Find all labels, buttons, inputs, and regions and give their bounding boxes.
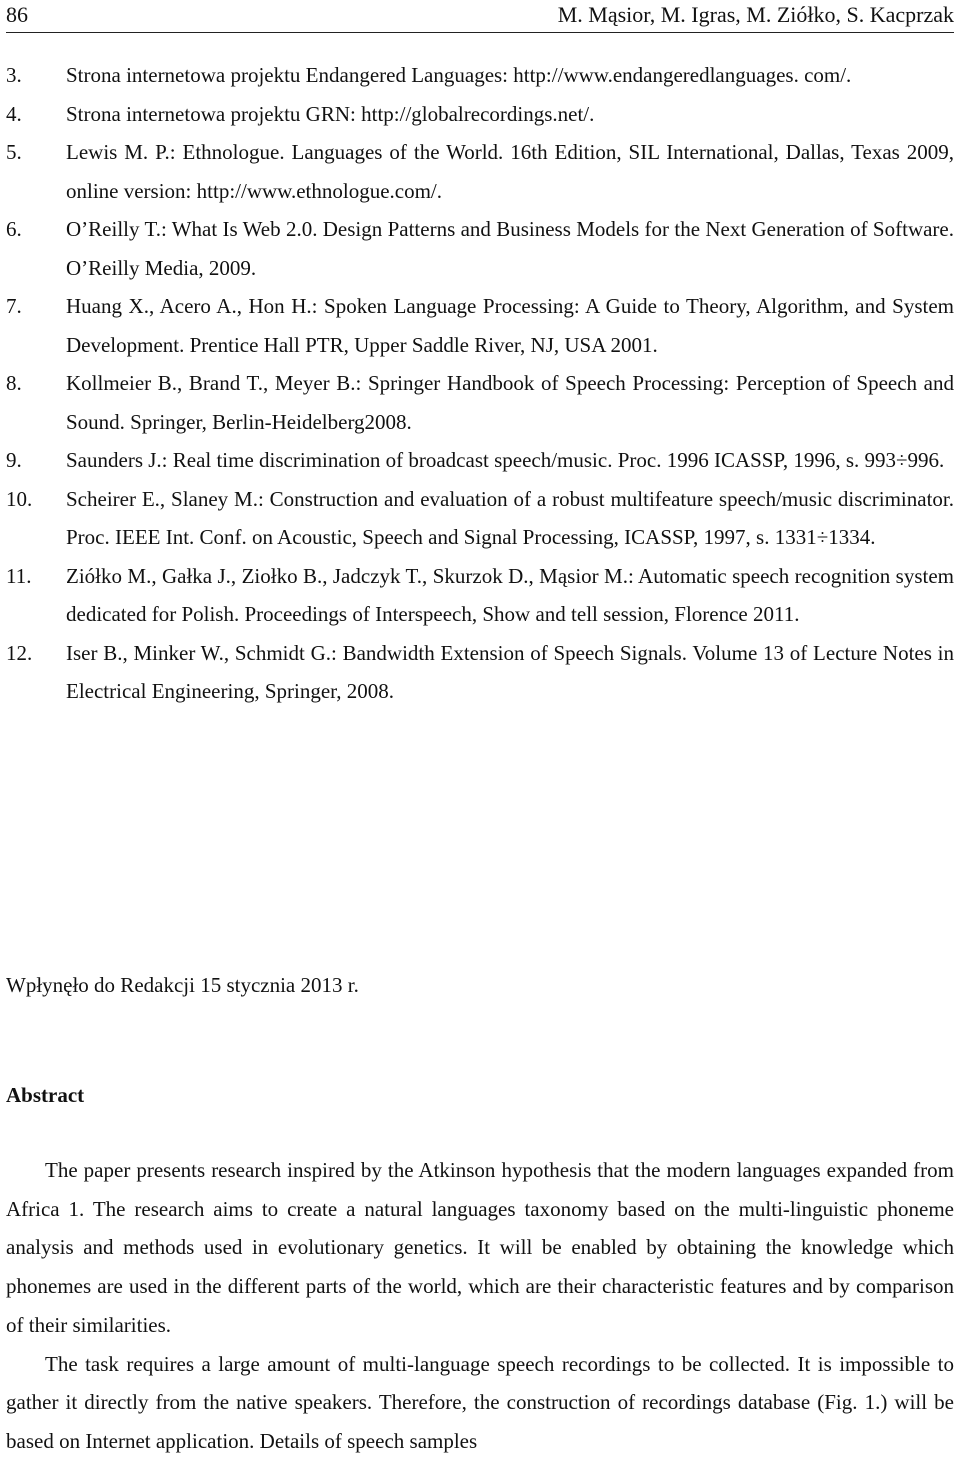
reference-item	[6, 364, 954, 441]
reference-item	[6, 210, 954, 287]
reference-number: 7.	[6, 294, 22, 318]
running-header-authors: M. Mąsior, M. Igras, M. Ziółko, S. Kacprzak	[557, 2, 954, 27]
reference-text: Huang X., Acero A., Hon H.: Spoken Language Processing: A Guide to Theory, Algorithm, and System Development. Prentice Hall PTR, Upper Saddle River, NJ, USA 2001.	[66, 294, 954, 357]
reference-text: Strona internetowa projektu GRN: http://globalrecordings.net/.	[66, 101, 595, 126]
abstract-body	[6, 1151, 954, 1461]
reference-item	[6, 634, 954, 711]
reference-text: Iser B., Minker W., Schmidt G.: Bandwidth Extension of Speech Signals. Volume 13 of Lecture Notes in Electrical Engineering, Springer, 2008.	[66, 640, 954, 703]
reference-item	[6, 480, 954, 557]
page-number: 86	[6, 2, 28, 27]
reference-number: 10.	[6, 486, 33, 511]
abstract-paragraph: The paper presents research inspired by the Atkinson hypothesis that the modern languages expanded from Africa 1. The research aims to create a natural languages taxonomy based on the multi-linguistic phoneme analysis and methods used in evolutionary genetics. It will be enabled by obtaining the knowledge which phonemes are used in the different parts of the world, which are their characteristic features and by comparison of their similarities.	[6, 1158, 954, 1337]
reference-text: Lewis M. P.: Ethnologue. Languages of the World. 16th Edition, SIL International, Dallas, Texas 2009, online version: http://www.ethnologue.com/.	[66, 140, 954, 203]
reference-number: 6.	[6, 217, 22, 241]
reference-text: Ziółko M., Gałka J., Ziołko B., Jadczyk T., Skurzok D., Mąsior M.: Automatic speech recognition system dedicated for Polish. Proceedings of Interspeech, Show and tell session, Florence 2011.	[66, 563, 954, 626]
reference-item	[6, 56, 954, 95]
reference-text: O’Reilly T.: What Is Web 2.0. Design Patterns and Business Models for the Next Generation of Software. O’Reilly Media, 2009.	[66, 217, 954, 280]
reference-item	[6, 95, 954, 134]
reference-number: 11.	[6, 563, 32, 588]
reference-text: Scheirer E., Slaney M.: Construction and evaluation of a robust multifeature speech/music discriminator. Proc. IEEE Int. Conf. on Acoustic, Speech and Signal Processing, ICASSP, 1997, s. 1331÷1334.	[66, 486, 954, 549]
reference-list	[6, 56, 954, 711]
reference-item	[6, 287, 954, 364]
reference-text: Saunders J.: Real time discrimination of broadcast speech/music. Proc. 1996 ICASSP, 1996, s. 993÷996.	[66, 448, 945, 472]
reference-item	[6, 557, 954, 634]
reference-text: Kollmeier B., Brand T., Meyer B.: Springer Handbook of Speech Processing: Perception of Speech and Sound. Springer, Berlin-Heidelberg2008.	[66, 371, 954, 434]
reference-number: 5.	[6, 140, 22, 164]
reference-number: 4.	[6, 101, 22, 126]
reference-text: Strona internetowa projektu Endangered Languages: http://www.endangeredlanguages. com/.	[66, 63, 852, 87]
reference-item	[6, 133, 954, 210]
received-date-note: Wpłynęło do Redakcji 15 stycznia 2013 r.	[6, 973, 359, 997]
abstract-paragraph: The task requires a large amount of multi-language speech recordings to be collected. It is impossible to gather it directly from the native speakers. Therefore, the construction of recordings database (Fig. 1.) will be based on Internet application. Details of speech samples	[6, 1351, 954, 1453]
reference-number: 9.	[6, 448, 22, 472]
reference-number: 12.	[6, 640, 33, 665]
reference-number: 8.	[6, 371, 22, 395]
reference-number: 3.	[6, 63, 22, 87]
abstract-heading: Abstract	[6, 1083, 85, 1107]
reference-item	[6, 441, 954, 480]
running-header	[6, 0, 954, 33]
